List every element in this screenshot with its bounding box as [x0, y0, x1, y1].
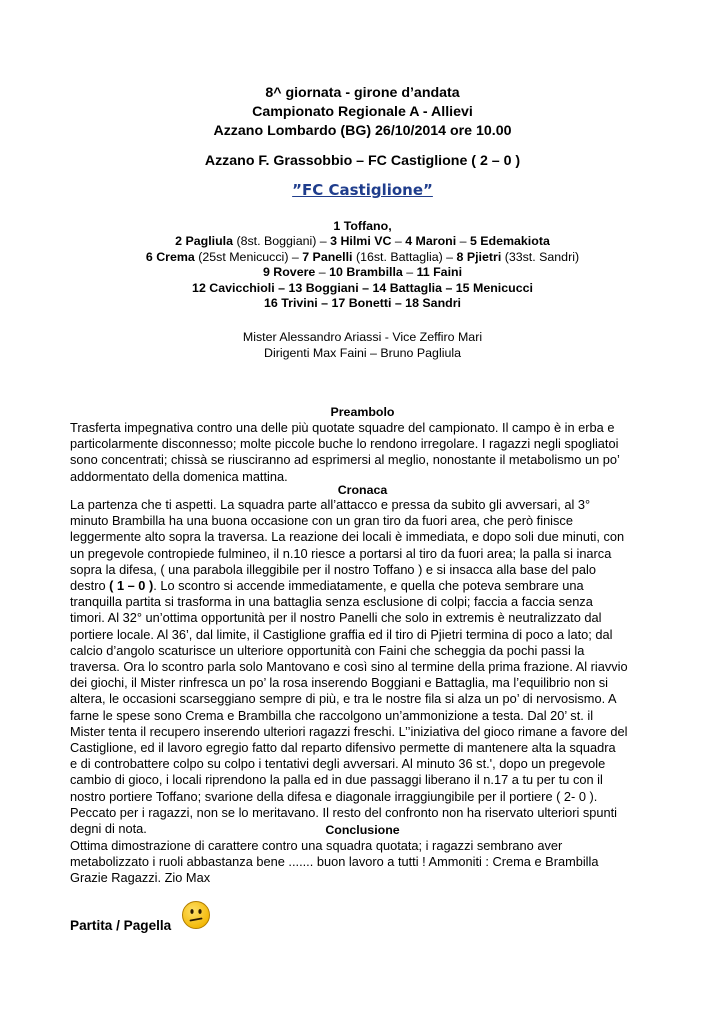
preambolo-text: Trasferta impegnativa contro una delle più quotate squadre del campionato. Il campo è in erba e particolarmente disconnesso; molte piccole buche lo rendono irregolare. I ragazzi negli spogliatoi sono concentrati; chissà se riusciranno ad esprimersi al meglio, nonostante il metabolismo un po’ addormentato della domenica mattina. — [70, 420, 620, 484]
lineup-row: 9 Rovere – 10 Brambilla – 11 Faini — [262, 265, 463, 280]
team-title: ”FC Castiglione” — [292, 181, 433, 199]
lineup — [0, 219, 725, 311]
match-rating-label: Partita / Pagella — [70, 918, 172, 933]
neutral-face-icon — [181, 900, 211, 930]
cronaca-title: Cronaca — [337, 483, 388, 497]
lineup-row: 1 Toffano, — [333, 219, 392, 233]
venue-date-line: Azzano Lombardo (BG) 26/10/2014 ore 10.00 — [213, 123, 512, 139]
conclusione-text: Ottima dimostrazione di carattere contro una squadra quotata; i ragazzi sembrano aver metabolizzato i ruoli abbastanza bene ....... buon lavoro a tutti ! Ammoniti : Crema e Brambilla Grazie Ragazzi. Zio Max — [70, 838, 599, 886]
lineup-row: 6 Crema (25st Menicucci) – 7 Panelli (16st. Battaglia) – 8 Pjietri (33st. Sandri) — [145, 249, 580, 264]
conclusione-title: Conclusione — [325, 823, 400, 837]
cronaca-text: La partenza che ti aspetti. La squadra parte all’attacco e pressa da subito gli avversari, al 3° minuto Brambilla ha una buona occasione con un gran tiro da fuori area, che però finisce leggermente alto sopra la traversa. La reazione dei locali è immediata, e dopo soli due minuti, con un pregevole contropiede fulmineo, il n.10 riesce a portarsi al tiro da fuori area; la palla si inarca sopra la difesa, ( una parabola illeggibile per il nostro Toffano ) e si insacca alla base del palo destro ( 1 – 0 ). Lo scontro si accende immediatamente, e quella che poteva sembrare una tranquilla partita si trasforma in una battaglia senza esclusione di colpi; faccia a faccia senza timori. Al 32° un’ottima opportunità per il nostro Panelli che solo in extremis è neutralizzato dal portiere locale. Al 36’, dal limite, il Castiglione graffia ed il tiro di Pjietri termina di poco a lato; dal calcio d’angolo scaturisce un ulteriore opportunità con Faini che scheggia da pochi passi la traversa. Ora lo scontro parla solo Mantovano e così sino al termine della prima frazione. Al riavvio dei giochi, il Mister rinfresca un po’ la rosa inserendo Boggiani e Battaglia, ma l’equilibrio non si altera, le occasioni scarseggiano sempre di più, e tra le nostre fila si alza un po’ di nervosismo. A farne le spese sono Crema e Brambilla che raccolgono un’ammonizione a testa. Dal 20’ st. il Mister tenta il recupero inserendo ulteriori ragazzi freschi. L’’iniziativa del gioco rimane a favore del Castiglione, ed il lavoro egregio fatto dal reparto difensivo permette di mantenere alta la squadra e di controbattere colpo su colpo i tentativi degli avversari. Al minuto 36 st.', dopo un pregevole cambio di gioco, i locali riprendono la palla ed in due passaggi liberano il n.17 a tu per tu con il nostro portiere Toffano; svarione della difesa e diagonale irraggiungibile per il portiere ( 2- 0 ). Peccato per i ragazzi, non se lo meritavano. Il resto del confronto non ha riservato ulteriori spunti degni di nota. — [70, 497, 628, 837]
managers-line: Dirigenti Max Faini – Bruno Pagliula — [264, 346, 461, 360]
staff-info — [0, 329, 725, 361]
championship-line: Campionato Regionale A - Allievi — [252, 104, 473, 120]
coach-line: Mister Alessandro Ariassi - Vice Zeffiro Mari — [242, 330, 483, 344]
round-line: 8^ giornata - girone d’andata — [265, 85, 460, 101]
preambolo-title: Preambolo — [330, 405, 395, 419]
lineup-row: 16 Trivini – 17 Bonetti – 18 Sandri — [264, 296, 461, 311]
match-header — [0, 84, 725, 141]
lineup-row: 12 Cavicchioli – 13 Boggiani – 14 Battaglia – 15 Menicucci — [192, 280, 533, 295]
score-highlight: ( 1 – 0 ) — [109, 578, 154, 594]
lineup-row: 2 Pagliula (8st. Boggiani) – 3 Hilmi VC – 4 Maroni – 5 Edemakiota — [175, 234, 550, 249]
match-result: Azzano F. Grassobbio – FC Castiglione ( 2 – 0 ) — [204, 153, 521, 169]
